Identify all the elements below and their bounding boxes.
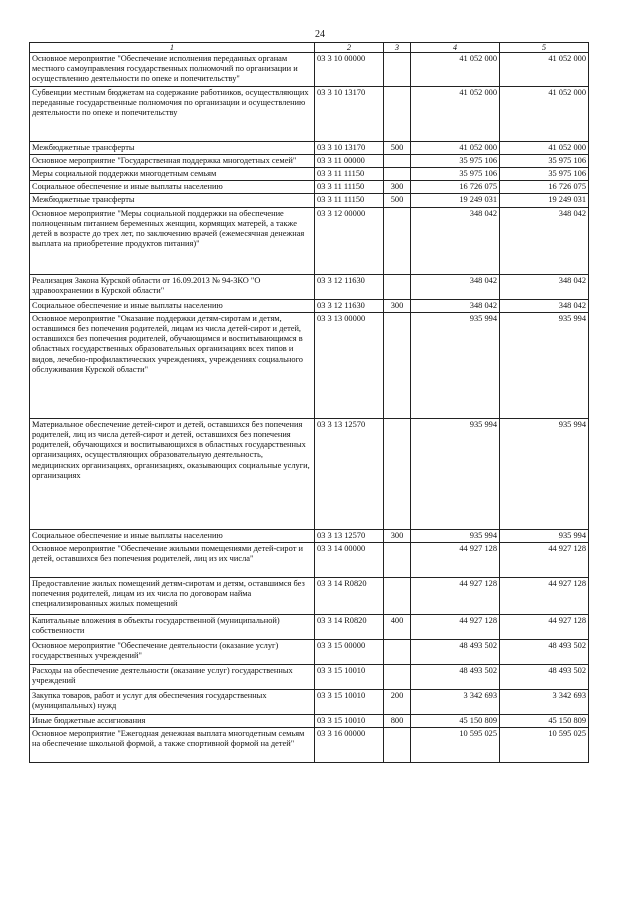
row-value-col4: 10 595 025 bbox=[411, 728, 500, 763]
row-code: 03 3 12 00000 bbox=[315, 207, 384, 274]
row-value-col5: 348 042 bbox=[500, 207, 589, 274]
row-value-col5: 935 994 bbox=[500, 418, 589, 529]
row-value-col4: 935 994 bbox=[411, 418, 500, 529]
row-name: Меры социальной поддержки многодетным семьям bbox=[30, 168, 315, 181]
row-value-col5: 16 726 075 bbox=[500, 181, 589, 194]
column-header: 2 bbox=[315, 43, 384, 53]
row-kind: 500 bbox=[384, 141, 411, 154]
row-code: 03 3 15 10010 bbox=[315, 665, 384, 690]
row-kind bbox=[384, 640, 411, 665]
row-code: 03 3 13 12570 bbox=[315, 418, 384, 529]
row-name: Субвенции местным бюджетам на содержание работников, осуществляющих переданные государственные полномочия по организации и осуществлению деятельности по опеке и попечительству bbox=[30, 86, 315, 141]
row-code: 03 3 10 13170 bbox=[315, 86, 384, 141]
row-value-col4: 44 927 128 bbox=[411, 615, 500, 640]
row-value-col5: 44 927 128 bbox=[500, 578, 589, 615]
row-name: Социальное обеспечение и иные выплаты населению bbox=[30, 181, 315, 194]
row-code: 03 3 15 00000 bbox=[315, 640, 384, 665]
row-value-col5: 41 052 000 bbox=[500, 141, 589, 154]
row-value-col5: 35 975 106 bbox=[500, 168, 589, 181]
table-row bbox=[30, 86, 589, 141]
row-value-col5: 935 994 bbox=[500, 312, 589, 418]
row-value-col4: 348 042 bbox=[411, 274, 500, 299]
row-value-col4: 35 975 106 bbox=[411, 168, 500, 181]
table-header-row bbox=[30, 43, 589, 53]
row-name: Межбюджетные трансферты bbox=[30, 194, 315, 207]
row-name: Капитальные вложения в объекты государственной (муниципальной) собственности bbox=[30, 615, 315, 640]
row-name: Основное мероприятие "Обеспечение исполнения переданных органам местного самоуправления государственных полномочий по организации и осуществлению деятельности по опеке и попечительству" bbox=[30, 53, 315, 87]
column-header: 5 bbox=[500, 43, 589, 53]
row-name: Материальное обеспечение детей-сирот и детей, оставшихся без попечения родителей, лиц из числа детей-сирот и детей, оставшихся без попечения родителей, обучающихся и воспитывающихся в областных государственных организациях, осуществляющих образовательную деятельность, медицинских организациях, организациях, оказывающих социальные услуги, организациях bbox=[30, 418, 315, 529]
table-row bbox=[30, 529, 589, 542]
row-code: 03 3 11 11150 bbox=[315, 168, 384, 181]
row-value-col4: 45 150 809 bbox=[411, 715, 500, 728]
row-value-col4: 41 052 000 bbox=[411, 86, 500, 141]
row-code: 03 3 11 11150 bbox=[315, 181, 384, 194]
row-value-col4: 348 042 bbox=[411, 207, 500, 274]
row-value-col4: 19 249 031 bbox=[411, 194, 500, 207]
row-name: Основное мероприятие "Государственная поддержка многодетных семей" bbox=[30, 154, 315, 167]
row-name: Иные бюджетные ассигнования bbox=[30, 715, 315, 728]
table-row bbox=[30, 274, 589, 299]
row-kind: 200 bbox=[384, 690, 411, 715]
row-value-col4: 935 994 bbox=[411, 529, 500, 542]
row-value-col4: 48 493 502 bbox=[411, 640, 500, 665]
row-name: Основное мероприятие "Обеспечение жилыми помещениями детей-сирот и детей, оставшихся без попечения родителей, лиц из их числа" bbox=[30, 543, 315, 578]
column-header: 3 bbox=[384, 43, 411, 53]
row-kind bbox=[384, 543, 411, 578]
table-row bbox=[30, 690, 589, 715]
row-name: Основное мероприятие "Оказание поддержки детям-сиротам и детям, оставшимся без попечения родителей, лицам из числа детей-сирот и детей, оставшихся без попечения родителей, обучающимся и воспитывающимся в областных государственных образовательных организациях всех типов и видов, лечебно-профилактических учреждениях, учреждениях социального обслуживания Курской области" bbox=[30, 312, 315, 418]
row-kind: 300 bbox=[384, 529, 411, 542]
table-row bbox=[30, 578, 589, 615]
row-code: 03 3 10 13170 bbox=[315, 141, 384, 154]
table-row bbox=[30, 728, 589, 763]
row-value-col5: 35 975 106 bbox=[500, 154, 589, 167]
table-row bbox=[30, 299, 589, 312]
row-kind bbox=[384, 728, 411, 763]
row-value-col4: 44 927 128 bbox=[411, 578, 500, 615]
row-value-col4: 35 975 106 bbox=[411, 154, 500, 167]
row-value-col5: 48 493 502 bbox=[500, 665, 589, 690]
row-code: 03 3 10 00000 bbox=[315, 53, 384, 87]
table-row bbox=[30, 418, 589, 529]
row-code: 03 3 15 10010 bbox=[315, 690, 384, 715]
row-name: Основное мероприятие "Ежегодная денежная выплата многодетным семьям на обеспечение школьной формой, а также спортивной формой на детей" bbox=[30, 728, 315, 763]
budget-table bbox=[29, 42, 589, 763]
table-row bbox=[30, 543, 589, 578]
row-code: 03 3 16 00000 bbox=[315, 728, 384, 763]
row-code: 03 3 13 00000 bbox=[315, 312, 384, 418]
row-name: Социальное обеспечение и иные выплаты населению bbox=[30, 529, 315, 542]
table-row bbox=[30, 141, 589, 154]
row-value-col4: 41 052 000 bbox=[411, 53, 500, 87]
row-value-col5: 348 042 bbox=[500, 299, 589, 312]
row-value-col5: 3 342 693 bbox=[500, 690, 589, 715]
row-name: Закупка товаров, работ и услуг для обеспечения государственных (муниципальных) нужд bbox=[30, 690, 315, 715]
row-value-col5: 348 042 bbox=[500, 274, 589, 299]
column-header: 4 bbox=[411, 43, 500, 53]
row-value-col5: 48 493 502 bbox=[500, 640, 589, 665]
row-value-col4: 3 342 693 bbox=[411, 690, 500, 715]
table-row bbox=[30, 168, 589, 181]
row-code: 03 3 12 11630 bbox=[315, 274, 384, 299]
row-kind bbox=[384, 418, 411, 529]
table-row bbox=[30, 312, 589, 418]
row-value-col5: 10 595 025 bbox=[500, 728, 589, 763]
row-kind bbox=[384, 86, 411, 141]
table-row bbox=[30, 154, 589, 167]
row-kind bbox=[384, 53, 411, 87]
table-row bbox=[30, 53, 589, 87]
table-row bbox=[30, 194, 589, 207]
row-value-col4: 48 493 502 bbox=[411, 665, 500, 690]
row-kind: 300 bbox=[384, 299, 411, 312]
table-row bbox=[30, 665, 589, 690]
row-kind: 400 bbox=[384, 615, 411, 640]
row-kind bbox=[384, 312, 411, 418]
row-name: Предоставление жилых помещений детям-сиротам и детям, оставшимся без попечения родителей, лицам из их числа по договорам найма специализированных жилых помещений bbox=[30, 578, 315, 615]
row-value-col5: 44 927 128 bbox=[500, 543, 589, 578]
row-kind: 500 bbox=[384, 194, 411, 207]
row-code: 03 3 14 R0820 bbox=[315, 578, 384, 615]
row-value-col4: 44 927 128 bbox=[411, 543, 500, 578]
row-name: Основное мероприятие "Обеспечение деятельности (оказание услуг) государственных учреждений" bbox=[30, 640, 315, 665]
row-kind bbox=[384, 207, 411, 274]
row-name: Основное мероприятие "Меры социальной поддержки на обеспечение полноценным питанием беременных женщин, кормящих матерей, а также детей в возрасте до трех лет, по заключению врачей (ежемесячная денежная выплата на приобретение продуктов питания)" bbox=[30, 207, 315, 274]
row-code: 03 3 11 11150 bbox=[315, 194, 384, 207]
row-code: 03 3 14 00000 bbox=[315, 543, 384, 578]
row-kind: 300 bbox=[384, 181, 411, 194]
row-code: 03 3 15 10010 bbox=[315, 715, 384, 728]
row-value-col5: 19 249 031 bbox=[500, 194, 589, 207]
row-value-col5: 45 150 809 bbox=[500, 715, 589, 728]
row-value-col4: 935 994 bbox=[411, 312, 500, 418]
row-value-col5: 935 994 bbox=[500, 529, 589, 542]
row-kind bbox=[384, 154, 411, 167]
row-name: Межбюджетные трансферты bbox=[30, 141, 315, 154]
table-row bbox=[30, 715, 589, 728]
row-kind bbox=[384, 168, 411, 181]
table-row bbox=[30, 207, 589, 274]
row-kind: 800 bbox=[384, 715, 411, 728]
row-kind bbox=[384, 578, 411, 615]
row-value-col5: 41 052 000 bbox=[500, 53, 589, 87]
row-code: 03 3 13 12570 bbox=[315, 529, 384, 542]
row-name: Социальное обеспечение и иные выплаты населению bbox=[30, 299, 315, 312]
row-value-col4: 348 042 bbox=[411, 299, 500, 312]
row-value-col4: 41 052 000 bbox=[411, 141, 500, 154]
row-code: 03 3 12 11630 bbox=[315, 299, 384, 312]
row-kind bbox=[384, 274, 411, 299]
row-name: Реализация Закона Курской области от 16.09.2013 № 94-ЗКО "О здравоохранении в Курской области" bbox=[30, 274, 315, 299]
table-row bbox=[30, 640, 589, 665]
row-kind bbox=[384, 665, 411, 690]
row-name: Расходы на обеспечение деятельности (оказание услуг) государственных учреждений bbox=[30, 665, 315, 690]
column-header: 1 bbox=[30, 43, 315, 53]
row-code: 03 3 11 00000 bbox=[315, 154, 384, 167]
row-value-col4: 16 726 075 bbox=[411, 181, 500, 194]
row-value-col5: 44 927 128 bbox=[500, 615, 589, 640]
table-row bbox=[30, 181, 589, 194]
table-row bbox=[30, 615, 589, 640]
row-code: 03 3 14 R0820 bbox=[315, 615, 384, 640]
page-number: 24 bbox=[315, 29, 325, 40]
row-value-col5: 41 052 000 bbox=[500, 86, 589, 141]
